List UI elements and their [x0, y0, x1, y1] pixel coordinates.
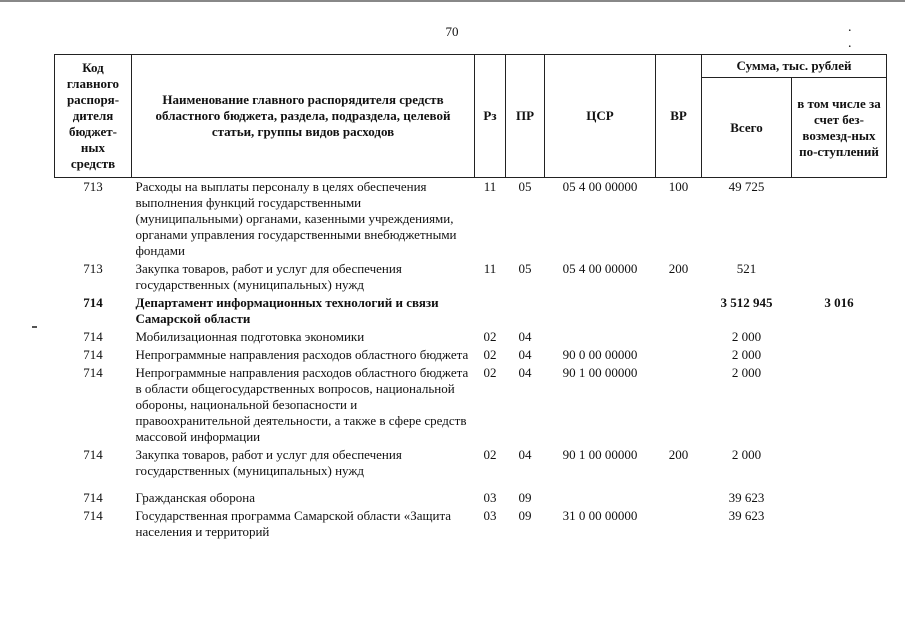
cell-grants [792, 480, 887, 507]
cell-grants [792, 260, 887, 294]
header-code: Код главного распоря-дителя бюджет-ных средств [55, 55, 132, 178]
cell-rz: 11 [483, 261, 497, 276]
cell-pr: 04 [518, 447, 532, 462]
table-row [55, 364, 887, 446]
table-row [55, 294, 887, 328]
cell-code: 714 [83, 365, 103, 380]
cell-name: Закупка товаров, работ и услуг для обеспечения государственных (муниципальных) нужд [135, 261, 402, 292]
cell-total: 2 000 [731, 347, 762, 362]
cell-name: Непрограммные направления расходов областного бюджета в области общегосударственных вопросов, национальной обороны, национальной безопасности и правоохранительной деятельности, а также в сфере средств массовой информации [135, 365, 469, 444]
cell-vr: 200 [668, 261, 689, 276]
header-total: Всего [702, 78, 792, 178]
cell-csr: 90 0 00 00000 [562, 347, 638, 362]
cell-csr [545, 328, 656, 346]
cell-code: 714 [83, 447, 103, 462]
table-row [55, 507, 887, 541]
table-row [55, 346, 887, 364]
table-row [55, 260, 887, 294]
cell-grants [792, 328, 887, 346]
cell-name: Непрограммные направления расходов областного бюджета [135, 347, 469, 362]
cell-csr: 90 1 00 00000 [562, 365, 638, 380]
cell-vr [656, 328, 702, 346]
cell-code: 714 [83, 347, 103, 362]
cell-total: 49 725 [728, 179, 765, 194]
table-row [55, 446, 887, 480]
cell-csr: 31 0 00 00000 [562, 508, 638, 523]
cell-csr: 05 4 00 00000 [562, 179, 638, 194]
cell-rz: 02 [483, 365, 497, 380]
cell-rz: 11 [483, 179, 497, 194]
cell-pr: 09 [518, 508, 532, 523]
cell-total: 2 000 [731, 447, 762, 462]
table-row [55, 480, 887, 507]
cell-code: 713 [83, 179, 103, 194]
cell-rz [475, 294, 506, 328]
cell-name: Департамент информационных технологий и связи Самарской области [135, 295, 439, 326]
cell-csr [545, 294, 656, 328]
cell-pr: 04 [518, 329, 532, 344]
cell-pr: 09 [518, 490, 532, 505]
cell-grants [792, 446, 887, 480]
cell-vr: 100 [668, 179, 689, 194]
budget-table [54, 54, 887, 541]
cell-total: 2 000 [731, 365, 762, 380]
header-pr: ПР [506, 55, 545, 178]
cell-name: Мобилизационная подготовка экономики [135, 329, 365, 344]
header-sum: Сумма, тыс. рублей [702, 55, 887, 78]
cell-grants [792, 364, 887, 446]
cell-rz: 02 [483, 347, 497, 362]
scan-top-border [0, 0, 905, 2]
cell-name: Закупка товаров, работ и услуг для обеспечения государственных (муниципальных) нужд [135, 447, 402, 478]
table-row [55, 178, 887, 261]
header-csr: ЦСР [545, 55, 656, 178]
cell-code: 714 [83, 508, 103, 523]
cell-rz: 03 [483, 508, 497, 523]
cell-rz: 02 [483, 447, 497, 462]
cell-pr: 05 [518, 179, 532, 194]
cell-vr: 200 [668, 447, 689, 462]
header-grants: в том числе за счет без-возмезд-ных по-ступлений [792, 78, 887, 178]
cell-rz: 03 [483, 490, 497, 505]
cell-vr [656, 507, 702, 541]
cell-pr: 04 [518, 347, 532, 362]
cell-name: Гражданская оборона [135, 490, 256, 505]
cell-code: 714 [83, 295, 103, 310]
cell-vr [656, 364, 702, 446]
cell-vr [656, 346, 702, 364]
cell-total: 39 623 [728, 508, 765, 523]
cell-rz: 02 [483, 329, 497, 344]
cell-code: 713 [83, 261, 103, 276]
scan-speck [32, 326, 37, 328]
cell-code: 714 [83, 329, 103, 344]
cell-name: Государственная программа Самарской области «Защита населения и территорий [135, 508, 452, 539]
cell-pr [506, 294, 545, 328]
header-vr: ВР [656, 55, 702, 178]
header-name: Наименование главного распорядителя средств областного бюджета, раздела, подраздела, целевой статьи, группы видов расходов [132, 55, 475, 178]
cell-pr: 05 [518, 261, 532, 276]
cell-csr: 90 1 00 00000 [562, 447, 638, 462]
cell-grants: 3 016 [824, 295, 854, 310]
cell-total: 2 000 [731, 329, 762, 344]
cell-total: 39 623 [728, 490, 765, 505]
cell-total: 3 512 945 [720, 295, 773, 310]
cell-code: 714 [83, 490, 103, 505]
cell-grants [792, 507, 887, 541]
cell-vr [656, 294, 702, 328]
cell-csr: 05 4 00 00000 [562, 261, 638, 276]
table-row [55, 328, 887, 346]
cell-grants [792, 178, 887, 261]
cell-pr: 04 [518, 365, 532, 380]
header-rz: Рз [475, 55, 506, 178]
cell-vr [656, 480, 702, 507]
cell-name: Расходы на выплаты персоналу в целях обеспечения выполнения функций государственными (муниципальными) органами, казенными учреждениями, органами управления государственными внебюджетными фондами [135, 179, 457, 258]
cell-total: 521 [736, 261, 757, 276]
cell-csr [545, 480, 656, 507]
corner-marks: . . [848, 20, 870, 51]
page-number: 70 [445, 24, 459, 39]
cell-grants [792, 346, 887, 364]
